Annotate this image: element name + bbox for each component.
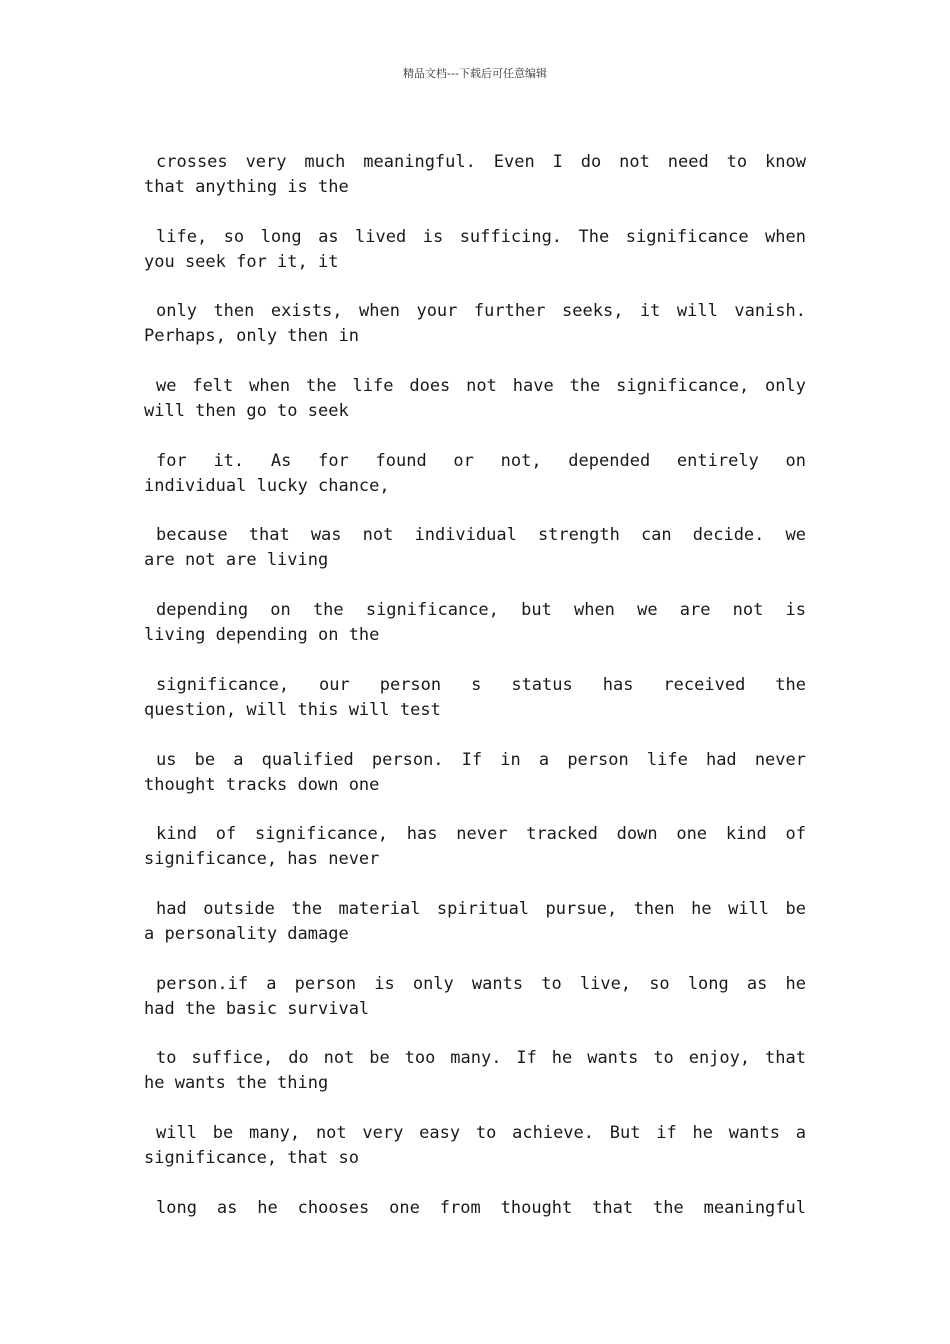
text-line: significance, has never xyxy=(144,849,380,870)
text-line: will be many, not very easy to achieve. But if he wants a xyxy=(156,1122,806,1143)
paragraph xyxy=(144,1196,806,1221)
text-line: you seek for it, it xyxy=(144,251,339,272)
paragraph xyxy=(144,748,806,798)
page-header: 精品文档---下载后可任意编辑 xyxy=(403,67,547,80)
text-line: only then exists, when your further seeks, it will vanish. xyxy=(156,301,806,322)
text-line: kind of significance, has never tracked down one kind of xyxy=(156,824,806,845)
paragraph xyxy=(144,523,806,573)
paragraph xyxy=(144,1121,806,1171)
text-line: for it. As for found or not, depended entirely on xyxy=(156,450,806,471)
paragraph xyxy=(144,225,806,275)
text-line: significance, our person s status has received the xyxy=(156,674,806,695)
text-line: Perhaps, only then in xyxy=(144,326,359,347)
text-line: person.if a person is only wants to live, so long as he xyxy=(156,973,806,994)
text-line: he wants the thing xyxy=(144,1073,329,1094)
text-line: that anything is the xyxy=(144,177,349,197)
text-line: we felt when the life does not have the significance, only xyxy=(156,376,806,397)
text-line: to suffice, do not be too many. If he wants to enjoy, that xyxy=(156,1048,806,1069)
paragraph xyxy=(144,374,806,424)
text-line: long as he chooses one from thought that the meaningful xyxy=(156,1197,806,1218)
text-line: depending on the significance, but when we are not is xyxy=(156,600,806,621)
paragraph xyxy=(144,299,806,349)
paragraph xyxy=(144,822,806,872)
text-line: life, so long as lived is sufficing. The significance when xyxy=(156,226,806,247)
text-line: living depending on the xyxy=(144,625,380,646)
paragraph xyxy=(144,150,806,200)
document-body xyxy=(144,150,806,1245)
text-line: individual lucky chance, xyxy=(144,475,390,496)
paragraph xyxy=(144,449,806,499)
text-line: significance, that so xyxy=(144,1147,359,1168)
text-line: crosses very much meaningful. Even I do not need to know xyxy=(156,152,806,172)
text-line: because that was not individual strength can decide. we xyxy=(156,525,806,546)
text-line: thought tracks down one xyxy=(144,774,380,795)
text-line: had outside the material spiritual pursue, then he will be xyxy=(156,898,806,919)
paragraph xyxy=(144,972,806,1022)
text-line: question, will this will test xyxy=(144,699,441,720)
text-line: will then go to seek xyxy=(144,401,349,422)
paragraph xyxy=(144,598,806,648)
text-line: had the basic survival xyxy=(144,998,370,1019)
paragraph xyxy=(144,897,806,947)
text-line: are not are living xyxy=(144,550,329,571)
paragraph xyxy=(144,1046,806,1096)
text-line: a personality damage xyxy=(144,923,349,944)
paragraph xyxy=(144,673,806,723)
text-line: us be a qualified person. If in a person life had never xyxy=(156,749,806,770)
